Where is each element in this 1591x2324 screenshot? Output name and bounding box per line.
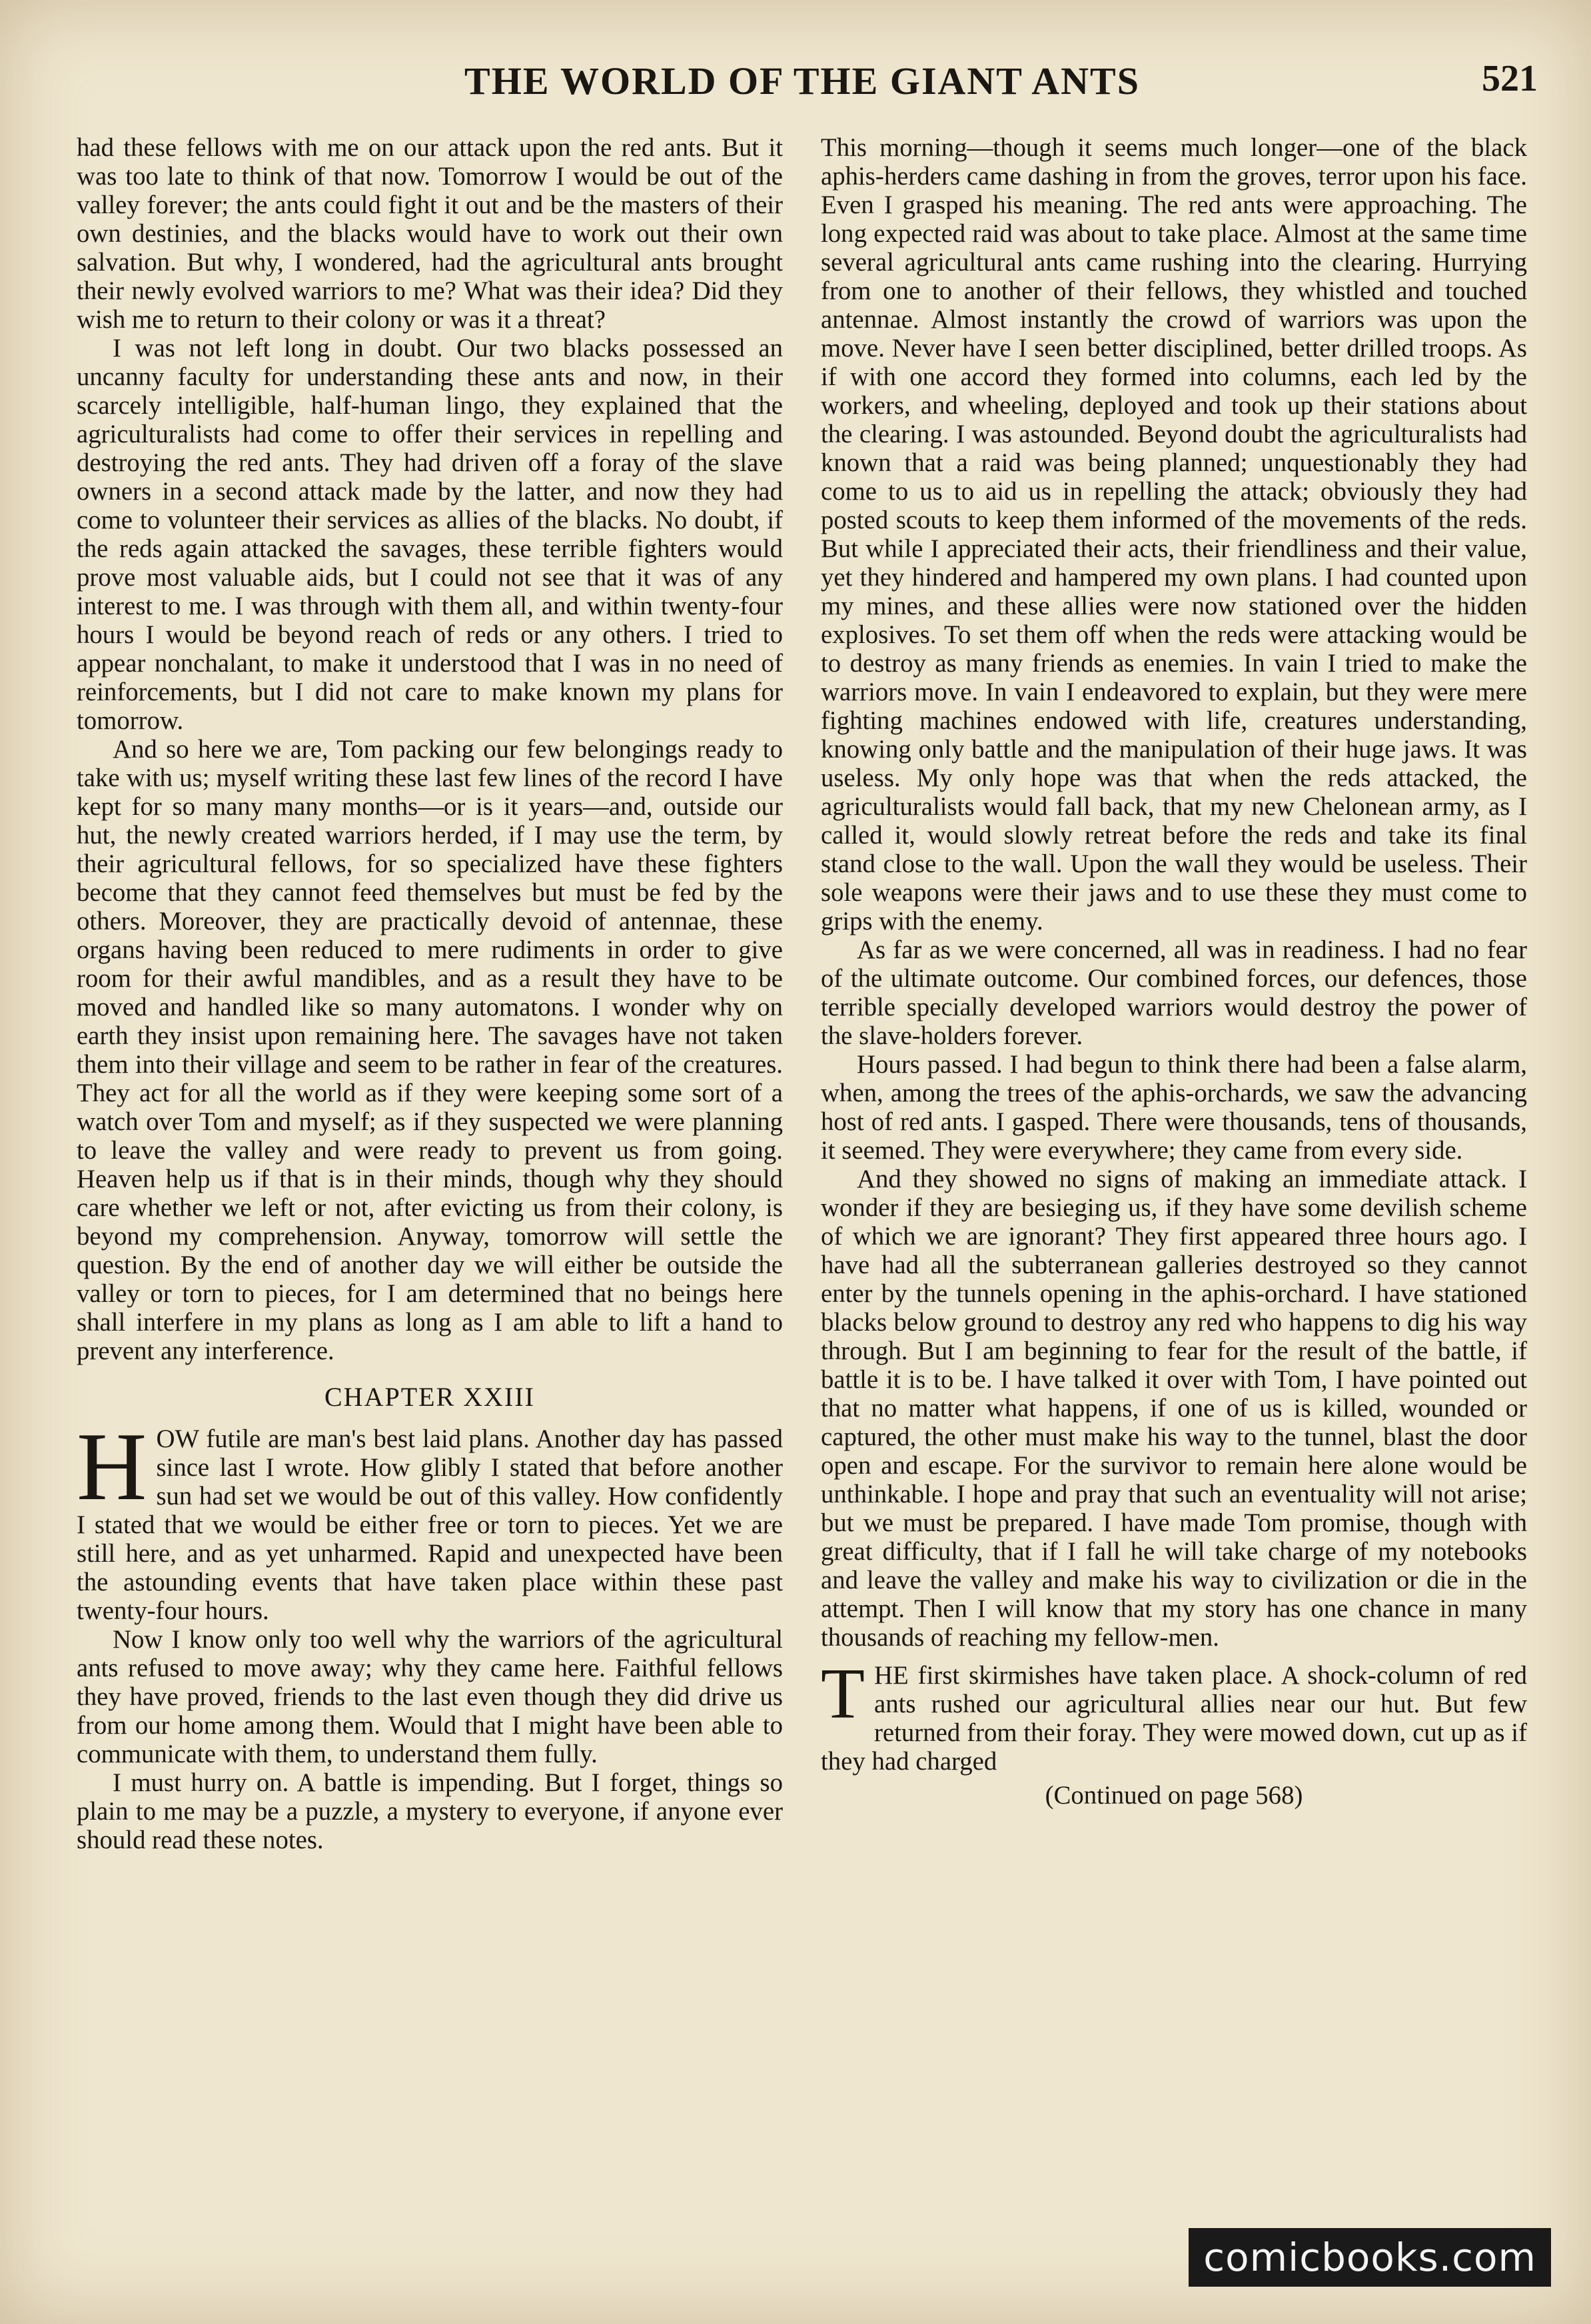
drop-cap-letter: H: [77, 1413, 147, 1520]
source-watermark: comicbooks.com: [1189, 2228, 1551, 2287]
paragraph: As far as we were concerned, all was in readiness. I had no fear of the ultimate outcome. Our combined forces, our defences, those terrible specially developed warriors would destroy the power of the slave-holders forever.: [821, 935, 1527, 1050]
paragraph: And they showed no signs of making an immediate attack. I wonder if they are besieging us, if they have some devilish scheme of which we are ignorant? They first appeared three hours ago. I have had all the subterranean galleries destroyed so they cannot enter by the tunnels opening in the aphis-orchard. I have stationed blacks below ground to destroy any red who happens to dig his way through. But I am beginning to fear for the result of the battle, if battle it is to be. I have talked it over with Tom, I have pointed out that no matter what happens, if one of us is killed, wounded or captured, the other must make his way to the tunnel, blast the door open and escape. For the survivor to remain here alone would be unthinkable. I hope and pray that such an eventuality will not arise; but we must be prepared. I have made Tom promise, though with great difficulty, that if I fall he will take charge of my notebooks and leave the valley and make his way to civilization or die in the attempt. Then I will know that my story has one chance in many thousands of reaching my fellow-men.: [821, 1165, 1527, 1652]
running-header: [67, 47, 1538, 120]
paragraph: I must hurry on. A battle is impending. But I forget, things so plain to me may be a puzzle, a mystery to everyone, if anyone ever should read these notes.: [77, 1768, 783, 1854]
text-column-right: [821, 133, 1527, 1810]
text-column-left: [77, 133, 783, 1854]
page-number: 521: [1482, 58, 1538, 99]
continuation-page: 568): [1255, 1781, 1303, 1810]
paragraph: And so here we are, Tom packing our few belongings ready to take with us; myself writing these last few lines of the record I have kept for so many many months—or is it years—and, outside our hut, the newly created warriors herded, if I may use the term, by their agricultural fellows, for so specialized have these fighters become that they cannot feed themselves but must be fed by the others. Moreover, they are practically devoid of antennae, these organs having been reduced to mere rudiments in order to give room for their awful mandibles, and as a result they have to be moved and handled like so many automatons. I wonder why on earth they insist upon remaining here. The savages have not taken them into their village and seem to be rather in fear of the creatures. They act for all the world as if they were keeping some sort of a watch over Tom and myself; as if they suspected we were planning to leave the valley and were ready to prevent us from going. Heaven help us if that is in their minds, though why they should care whether we left or not, after evicting us from their colony, is beyond my comprehension. Anyway, tomorrow will settle the question. By the end of another day we will either be outside the valley or torn to pieces, for I am determined that no beings here shall interfere in my plans as long as I am able to lift a hand to prevent any interference.: [77, 735, 783, 1365]
paragraph: This morning—though it seems much longer—one of the black aphis-herders came dashing in from the groves, terror upon his face. Even I grasped his meaning. The red ants were approaching. The long expected raid was about to take place. Almost at the same time several agricultural ants came rushing into the clearing. Hurrying from one to another of their fellows, they whistled and touched antennae. Almost instantly the crowd of warriors was upon the move. Never have I seen better disciplined, better drilled troops. As if with one accord they formed into columns, each led by the workers, and wheeling, deployed and took up their stations about the clearing. I was astounded. Beyond doubt the agriculturalists had known that a raid was being planned; unquestionably they had come to us to aid us in repelling the attack; obviously they had posted scouts to keep them informed of the movements of the reds. But while I appreciated their acts, their friendliness and their value, yet they hindered and hampered my own plans. I had counted upon my mines, and these allies were now stationed over the hidden explosives. To set them off when the reds were attacking would be to destroy as many friends as enemies. In vain I tried to make the warriors move. In vain I endeavored to explain, but they were mere fighting machines endowed with life, creatures understanding, knowing only battle and the manipulation of their huge jaws. It was useless. My only hope was that when the reds attacked, the agriculturalists would fall back, that my new Chelonean army, as I called it, would slowly retreat before the reds and take its final stand close to the wall. Upon the wall they would be useless. Their sole weapons were their jaws and to use these they must come to grips with the enemy.: [821, 133, 1527, 935]
paragraph: Now I know only too well why the warriors of the agricultural ants refused to move away; why they came here. Faithful fellows they have proved, friends to the last even though they did drive us from our home among them. Would that I might have been able to communicate with them, to understand them fully.: [77, 1625, 783, 1768]
paragraph-text: OW futile are man's best laid plans. Another day has passed since last I wrote. How glibly I stated that before another sun had set we would be out of this valley. How confidently I stated that we would be either free or torn to pieces. Yet we are still here, and as yet unharmed. Rapid and unexpected have been the astounding events that have taken place within these past twenty-four hours.: [77, 1425, 783, 1625]
paragraph-with-dropcap: [77, 1413, 783, 1625]
paragraph: Hours passed. I had begun to think there had been a false alarm, when, among the trees of the aphis-orchards, we saw the advancing host of red ants. I gasped. There were thousands, tens of thousands, it seemed. They were everywhere; they came from every side.: [821, 1050, 1527, 1165]
paragraph: had these fellows with me on our attack upon the red ants. But it was too late to think of that now. Tomorrow I would be out of the valley forever; the ants could fight it out and be the masters of their own destinies, and the blacks would have to work out their own salvation. But why, I wondered, had the agricultural ants brought their newly evolved warriors to me? What was their idea? Did they wish me to return to their colony or was it a threat?: [77, 133, 783, 334]
magazine-story-title: THE WORLD OF THE GIANT ANTS: [464, 59, 1140, 103]
continuation-note: [821, 1781, 1527, 1810]
drop-cap-letter: T: [821, 1654, 865, 1734]
paragraph: I was not left long in doubt. Our two blacks possessed an uncanny faculty for understanding these ants and now, in their scarcely intelligible, half-human lingo, they explained that the agriculturalists had come to offer their services in repelling and destroying the red ants. They had driven off a foray of the slave owners in a second attack made by the latter, and now they had come to volunteer their services as allies of the blacks. No doubt, if the reds again attacked the savages, these terrible fighters would prove most valuable aids, but I could not see that it was of any interest to me. I was through with them all, and within twenty-four hours I would be beyond reach of reds or any others. I tried to appear nonchalant, to make it understood that I was in no need of reinforcements, but I did not care to make known my plans for tomorrow.: [77, 334, 783, 735]
continuation-text: (Continued on page: [1045, 1781, 1256, 1810]
chapter-heading: CHAPTER XXIII: [324, 1382, 535, 1412]
paragraph-text: HE first skirmishes have taken place. A shock-column of red ants rushed our agricultural allies near our hut. But few returned from their foray. They were mowed down, cut up as if they had charged: [821, 1661, 1527, 1776]
paragraph-with-dropcap: [821, 1654, 1527, 1776]
